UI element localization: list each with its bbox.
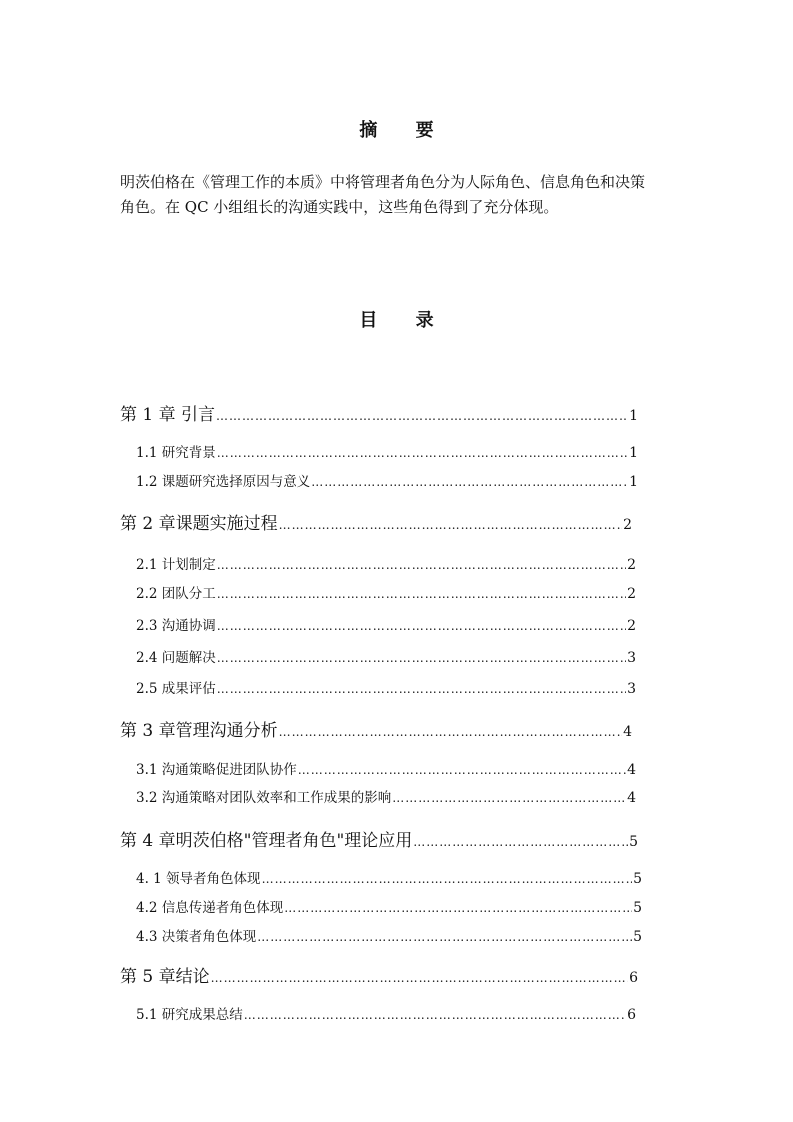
toc-entry-page: 1 <box>629 474 638 490</box>
toc-entry-section-2-5[interactable] <box>136 677 636 697</box>
toc-entry-page: 4 <box>627 762 636 778</box>
abstract-title: 摘 要 <box>359 120 450 141</box>
toc-entry-chapter-3[interactable] <box>120 716 632 741</box>
toc-entry-label: 3.2 沟通策略对团队效率和工作成果的影响 <box>136 790 392 806</box>
toc-leader-dots <box>279 518 622 532</box>
toc-leader-dots <box>279 725 622 739</box>
toc-entry-label: 4.3 决策者角色体现 <box>136 929 257 945</box>
toc-entry-label: 2.2 团队分工 <box>136 586 216 602</box>
toc-entry-section-3-2[interactable] <box>136 786 636 806</box>
toc-leader-dots <box>217 587 626 601</box>
toc-leader-dots <box>216 409 628 423</box>
toc-entry-page: 2 <box>623 517 632 533</box>
toc-leader-dots <box>217 682 626 696</box>
toc-entry-label: 2.3 沟通协调 <box>136 618 216 634</box>
toc-leader-dots <box>217 558 626 572</box>
toc-leader-dots <box>392 791 626 805</box>
toc-entry-page: 5 <box>629 834 638 850</box>
toc-leader-dots <box>413 835 628 849</box>
abstract-line: 角色。在 QC 小组组长的沟通实践中，这些角色得到了充分体现。 <box>120 198 559 216</box>
toc-entry-section-1-1[interactable] <box>136 441 638 461</box>
toc-entry-section-5-1[interactable] <box>136 1003 636 1023</box>
toc-entry-label: 第 3 章管理沟通分析 <box>120 721 278 741</box>
toc-entry-page: 4 <box>627 790 636 806</box>
toc-entry-page: 2 <box>627 618 636 634</box>
toc-entry-page: 1 <box>629 445 638 461</box>
toc-entry-label: 第 1 章 引言 <box>120 405 216 425</box>
toc-entry-page: 6 <box>627 1007 636 1023</box>
toc-entry-label: 5.1 研究成果总结 <box>136 1007 243 1023</box>
toc-leader-dots <box>217 619 626 633</box>
toc-entry-label: 第 4 章明茨伯格"管理者角色"理论应用 <box>120 831 413 851</box>
abstract-body <box>120 170 680 220</box>
toc-entry-section-2-4[interactable] <box>136 646 636 666</box>
toc-entry-label: 2.5 成果评估 <box>136 681 216 697</box>
toc-leader-dots <box>311 475 628 489</box>
toc-entry-page: 2 <box>627 586 636 602</box>
toc-entry-section-4-2[interactable] <box>136 896 642 916</box>
toc-leader-dots <box>257 930 632 944</box>
toc-entry-section-2-1[interactable] <box>136 553 636 573</box>
toc-leader-dots <box>244 1008 626 1022</box>
toc-title: 目 录 <box>359 310 450 331</box>
toc-entry-page: 5 <box>633 871 642 887</box>
toc-entry-label: 4. 1 领导者角色体现 <box>136 871 261 887</box>
toc-entry-label: 第 2 章课题实施过程 <box>120 514 278 534</box>
toc-entry-label: 2.4 问题解决 <box>136 650 216 666</box>
toc-entry-label: 1.1 研究背景 <box>136 445 216 461</box>
toc-leader-dots <box>298 763 626 777</box>
toc-entry-chapter-2[interactable] <box>120 509 632 534</box>
toc-entry-section-4-3[interactable] <box>136 925 642 945</box>
toc-entry-page: 5 <box>633 900 642 916</box>
toc-entry-chapter-5[interactable] <box>120 962 638 987</box>
toc-leader-dots <box>217 446 628 460</box>
toc-entry-page: 2 <box>627 557 636 573</box>
toc-entry-label: 1.2 课题研究选择原因与意义 <box>136 474 311 490</box>
toc-leader-dots <box>262 872 633 886</box>
toc-entry-page: 3 <box>627 650 636 666</box>
toc-entry-label: 2.1 计划制定 <box>136 557 216 573</box>
abstract-line: 明茨伯格在《管理工作的本质》中将管理者角色分为人际角色、信息角色和决策 <box>120 173 646 191</box>
toc-entry-chapter-1[interactable] <box>120 400 638 425</box>
toc-entry-section-4-1[interactable] <box>136 867 642 887</box>
toc-entry-page: 1 <box>629 408 638 424</box>
toc-entry-page: 6 <box>629 970 638 986</box>
toc-entry-page: 3 <box>627 681 636 697</box>
toc-leader-dots <box>211 971 628 985</box>
toc-entry-label: 4.2 信息传递者角色体现 <box>136 900 284 916</box>
toc-entry-section-3-1[interactable] <box>136 758 636 778</box>
toc-entry-label: 第 5 章结论 <box>120 967 210 987</box>
toc-entry-page: 4 <box>623 724 632 740</box>
toc-leader-dots <box>217 651 626 665</box>
toc-entry-chapter-4[interactable] <box>120 826 638 851</box>
toc-entry-section-1-2[interactable] <box>136 470 638 490</box>
toc-entry-section-2-3[interactable] <box>136 614 636 634</box>
toc-entry-section-2-2[interactable] <box>136 582 636 602</box>
toc-entry-label: 3.1 沟通策略促进团队协作 <box>136 762 297 778</box>
toc-entry-page: 5 <box>633 929 642 945</box>
toc-leader-dots <box>284 901 632 915</box>
